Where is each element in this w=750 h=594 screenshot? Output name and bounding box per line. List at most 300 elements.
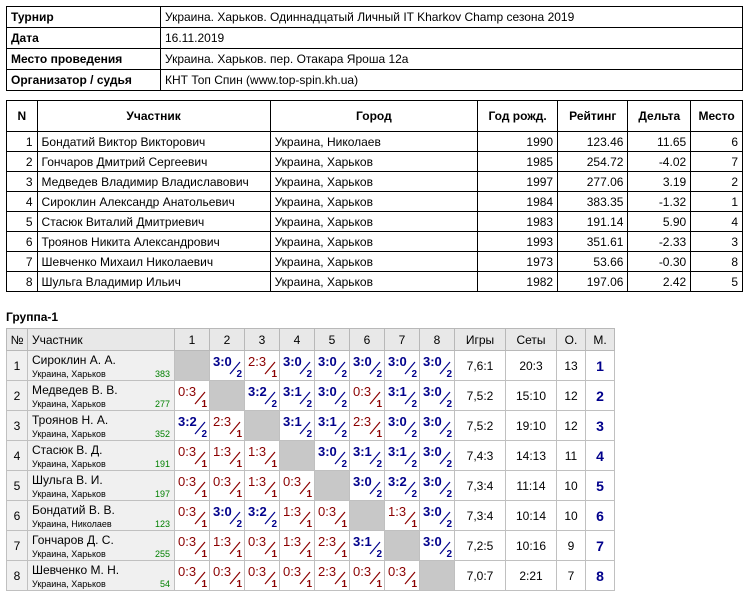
group-player-rating: 123 [154, 519, 170, 529]
info-value: Украина. Харьков. пер. Отакара Яроша 12а [161, 49, 743, 70]
match-score: 1:3 [388, 504, 407, 519]
match-points: 1 [271, 579, 277, 590]
match-points: 1 [341, 519, 347, 530]
match-points: 2 [306, 369, 312, 380]
participant-cell: Украина, Харьков [270, 212, 478, 232]
participant-cell: 11.65 [628, 132, 691, 152]
participant-row [7, 252, 743, 272]
group-player-city: Украина, Николаев [32, 519, 112, 529]
match-score: 3:0 [423, 384, 442, 399]
group-header-col: 8 [420, 329, 455, 351]
participant-cell: Сироклин Александр Анатольевич [37, 192, 270, 212]
participant-cell: 7 [691, 152, 743, 172]
match-result-cell [350, 441, 385, 471]
match-points: 1 [271, 489, 277, 500]
group-place: 8 [586, 561, 615, 591]
participant-cell: 7 [7, 252, 38, 272]
match-result-cell [280, 471, 315, 501]
match-points: 1 [201, 519, 207, 530]
group-row-number: 7 [7, 531, 28, 561]
group-player-city: Украина, Харьков [32, 549, 106, 559]
group-place: 5 [586, 471, 615, 501]
match-points: 2 [271, 519, 277, 530]
match-score: 0:3 [388, 564, 407, 579]
group-player [28, 501, 175, 531]
match-score: 1:3 [248, 444, 267, 459]
match-score: 3:0 [318, 354, 337, 369]
group-row-number: 4 [7, 441, 28, 471]
group-row [7, 441, 615, 471]
match-score: 0:3 [178, 384, 197, 399]
match-result-cell [175, 561, 210, 591]
match-result-cell [210, 531, 245, 561]
match-points: 1 [201, 459, 207, 470]
group-player-name: Стасюк В. Д. [32, 443, 103, 457]
group-row [7, 381, 615, 411]
match-points: 1 [201, 549, 207, 560]
participant-cell: Бондатий Виктор Викторович [37, 132, 270, 152]
group-player-name: Гончаров Д. С. [32, 533, 114, 547]
group-row-number: 6 [7, 501, 28, 531]
group-games: 7,0:7 [455, 561, 506, 591]
info-row [7, 70, 743, 91]
info-row [7, 49, 743, 70]
group-header-n: № [7, 329, 28, 351]
match-score: 3:0 [423, 504, 442, 519]
group-points: 7 [557, 561, 586, 591]
match-points: 1 [271, 459, 277, 470]
match-result-cell [245, 501, 280, 531]
participant-cell: 1 [7, 132, 38, 152]
group-sets: 20:3 [506, 351, 557, 381]
match-points: 1 [306, 549, 312, 560]
match-points: 1 [201, 489, 207, 500]
info-label: Турнир [7, 7, 161, 28]
info-row [7, 28, 743, 49]
group-player-city: Украина, Харьков [32, 489, 106, 499]
match-result-cell [175, 411, 210, 441]
match-score: 3:2 [178, 414, 197, 429]
participants-header: Город [270, 101, 478, 132]
match-result-cell [280, 501, 315, 531]
match-result-cell [420, 381, 455, 411]
group-row-number: 1 [7, 351, 28, 381]
info-value: 16.11.2019 [161, 28, 743, 49]
self-match-cell [385, 531, 420, 561]
match-score: 3:0 [388, 354, 407, 369]
match-result-cell [420, 471, 455, 501]
group-games: 7,3:4 [455, 471, 506, 501]
participant-row [7, 132, 743, 152]
info-value: Украина. Харьков. Одиннадцатый Личный IT Kharkov Champ сезона 2019 [161, 7, 743, 28]
match-points: 1 [306, 489, 312, 500]
participant-cell: 3.19 [628, 172, 691, 192]
group-row [7, 561, 615, 591]
match-score: 0:3 [178, 564, 197, 579]
match-score: 2:3 [213, 414, 232, 429]
match-score: 3:0 [318, 384, 337, 399]
match-score: 3:0 [353, 354, 372, 369]
participant-cell: -4.02 [628, 152, 691, 172]
group-title: Группа-1 [6, 310, 59, 324]
match-score: 3:2 [388, 474, 407, 489]
match-result-cell [175, 471, 210, 501]
participant-cell: 123.46 [558, 132, 628, 152]
match-result-cell [385, 411, 420, 441]
group-player [28, 471, 175, 501]
group-header-col: 5 [315, 329, 350, 351]
group-player-rating: 54 [159, 579, 170, 589]
self-match-cell [280, 441, 315, 471]
match-score: 3:1 [283, 414, 302, 429]
group-player [28, 351, 175, 381]
group-header-col: 3 [245, 329, 280, 351]
match-score: 3:0 [353, 474, 372, 489]
group-place: 1 [586, 351, 615, 381]
match-points: 1 [236, 549, 242, 560]
group-row [7, 501, 615, 531]
match-score: 3:0 [388, 414, 407, 429]
self-match-cell [175, 351, 210, 381]
participants-header: Рейтинг [558, 101, 628, 132]
participant-row [7, 172, 743, 192]
match-points: 1 [341, 579, 347, 590]
participant-cell: 277.06 [558, 172, 628, 192]
group-row-number: 8 [7, 561, 28, 591]
group-header-col: 6 [350, 329, 385, 351]
participant-cell: 1990 [478, 132, 558, 152]
match-score: 0:3 [178, 444, 197, 459]
group-player-name: Шульга В. И. [32, 473, 103, 487]
group-player [28, 411, 175, 441]
participant-cell: 197.06 [558, 272, 628, 292]
participant-cell: 1982 [478, 272, 558, 292]
match-result-cell [210, 471, 245, 501]
match-result-cell [210, 351, 245, 381]
group-points: 9 [557, 531, 586, 561]
match-result-cell [245, 441, 280, 471]
match-result-cell [350, 561, 385, 591]
participant-cell: Шевченко Михаил Николаевич [37, 252, 270, 272]
match-points: 2 [341, 399, 347, 410]
match-score: 3:1 [353, 534, 372, 549]
group-player [28, 441, 175, 471]
tournament-info-table [6, 6, 743, 91]
match-result-cell [315, 411, 350, 441]
match-result-cell [210, 501, 245, 531]
match-score: 0:3 [248, 564, 267, 579]
match-score: 0:3 [178, 474, 197, 489]
match-result-cell [350, 411, 385, 441]
match-points: 2 [306, 429, 312, 440]
match-result-cell [315, 561, 350, 591]
match-result-cell [210, 411, 245, 441]
participant-cell: Украина, Харьков [270, 252, 478, 272]
participant-cell: Украина, Харьков [270, 192, 478, 212]
group-sets: 10:14 [506, 501, 557, 531]
match-score: 0:3 [283, 564, 302, 579]
group-player-name: Троянов Н. А. [32, 413, 109, 427]
match-result-cell [350, 381, 385, 411]
match-points: 1 [306, 579, 312, 590]
match-score: 0:3 [353, 564, 372, 579]
match-points: 1 [411, 579, 417, 590]
participant-cell: Стасюк Виталий Дмитриевич [37, 212, 270, 232]
match-score: 3:1 [388, 384, 407, 399]
match-score: 0:3 [213, 564, 232, 579]
info-label: Организатор / судья [7, 70, 161, 91]
participant-cell: Украина, Харьков [270, 152, 478, 172]
match-result-cell [385, 471, 420, 501]
match-result-cell [245, 471, 280, 501]
match-score: 0:3 [353, 384, 372, 399]
group-player-rating: 197 [154, 489, 170, 499]
group-player-name: Сироклин А. А. [32, 353, 116, 367]
match-score: 2:3 [248, 354, 267, 369]
group-points: 12 [557, 381, 586, 411]
group-place: 2 [586, 381, 615, 411]
match-result-cell [385, 441, 420, 471]
group-player-city: Украина, Харьков [32, 459, 106, 469]
match-score: 0:3 [248, 534, 267, 549]
participant-cell: 4 [7, 192, 38, 212]
participants-header: Год рожд. [478, 101, 558, 132]
participant-row [7, 152, 743, 172]
group-player-rating: 277 [154, 399, 170, 409]
group-points: 11 [557, 441, 586, 471]
group-row-number: 5 [7, 471, 28, 501]
match-points: 2 [411, 489, 417, 500]
group-player-city: Украина, Харьков [32, 399, 106, 409]
match-result-cell [350, 351, 385, 381]
match-points: 1 [376, 399, 382, 410]
info-label: Дата [7, 28, 161, 49]
participant-cell: 351.61 [558, 232, 628, 252]
participant-cell: 4 [691, 212, 743, 232]
participants-table [6, 100, 743, 292]
match-score: 1:3 [213, 444, 232, 459]
match-result-cell [420, 351, 455, 381]
match-result-cell [245, 561, 280, 591]
participant-cell: 1 [691, 192, 743, 212]
match-score: 3:0 [283, 354, 302, 369]
participant-cell: 1983 [478, 212, 558, 232]
participant-cell: 3 [691, 232, 743, 252]
group-header-m: М. [586, 329, 615, 351]
match-points: 2 [236, 519, 242, 530]
match-points: 2 [446, 489, 452, 500]
participant-cell: 53.66 [558, 252, 628, 272]
match-points: 2 [376, 459, 382, 470]
group-header-col: 1 [175, 329, 210, 351]
group-sets: 2:21 [506, 561, 557, 591]
match-points: 2 [446, 459, 452, 470]
match-result-cell [175, 531, 210, 561]
participant-row [7, 212, 743, 232]
group-player-city: Украина, Харьков [32, 579, 106, 589]
group-place: 4 [586, 441, 615, 471]
participant-cell: Украина, Харьков [270, 232, 478, 252]
match-score: 3:0 [318, 444, 337, 459]
match-points: 2 [376, 549, 382, 560]
group-games: 7,4:3 [455, 441, 506, 471]
match-score: 2:3 [318, 534, 337, 549]
participant-cell: 2 [691, 172, 743, 192]
group-points: 10 [557, 501, 586, 531]
participant-cell: 8 [7, 272, 38, 292]
match-result-cell [350, 471, 385, 501]
match-result-cell [315, 351, 350, 381]
participants-header: Место [691, 101, 743, 132]
participant-cell: 1993 [478, 232, 558, 252]
match-points: 2 [341, 429, 347, 440]
match-points: 2 [271, 399, 277, 410]
match-points: 1 [306, 519, 312, 530]
group-place: 3 [586, 411, 615, 441]
match-result-cell [210, 561, 245, 591]
group-games: 7,2:5 [455, 531, 506, 561]
group-header-col: 2 [210, 329, 245, 351]
group-player-city: Украина, Харьков [32, 369, 106, 379]
group-player-rating: 255 [154, 549, 170, 559]
match-result-cell [210, 441, 245, 471]
participant-cell: 8 [691, 252, 743, 272]
participant-cell: -1.32 [628, 192, 691, 212]
match-score: 3:1 [318, 414, 337, 429]
match-points: 2 [376, 489, 382, 500]
match-points: 2 [446, 429, 452, 440]
participant-cell: 5 [7, 212, 38, 232]
match-points: 2 [446, 369, 452, 380]
participant-cell: 2.42 [628, 272, 691, 292]
participant-cell: 1997 [478, 172, 558, 192]
group-points: 10 [557, 471, 586, 501]
match-score: 0:3 [213, 474, 232, 489]
participants-header: N [7, 101, 38, 132]
group-player-name: Шевченко М. Н. [32, 563, 120, 577]
match-result-cell [420, 411, 455, 441]
match-result-cell [315, 441, 350, 471]
match-points: 2 [341, 369, 347, 380]
participant-cell: -2.33 [628, 232, 691, 252]
match-result-cell [420, 531, 455, 561]
match-result-cell [280, 411, 315, 441]
match-score: 0:3 [178, 534, 197, 549]
self-match-cell [315, 471, 350, 501]
group-header-col: 4 [280, 329, 315, 351]
match-points: 1 [271, 549, 277, 560]
match-result-cell [385, 561, 420, 591]
match-result-cell [385, 381, 420, 411]
group-games: 7,5:2 [455, 381, 506, 411]
match-points: 2 [411, 369, 417, 380]
match-score: 3:0 [423, 354, 442, 369]
participants-header: Дельта [628, 101, 691, 132]
match-points: 2 [411, 459, 417, 470]
group-sets: 15:10 [506, 381, 557, 411]
info-value: КНТ Топ Спин (www.top-spin.kh.ua) [161, 70, 743, 91]
match-score: 3:2 [248, 504, 267, 519]
group-sets: 10:16 [506, 531, 557, 561]
participant-cell: 1984 [478, 192, 558, 212]
match-points: 1 [236, 579, 242, 590]
match-result-cell [420, 441, 455, 471]
match-score: 3:0 [423, 534, 442, 549]
group-header-games: Игры [455, 329, 506, 351]
participant-cell: Украина, Харьков [270, 172, 478, 192]
info-label: Место проведения [7, 49, 161, 70]
self-match-cell [210, 381, 245, 411]
group-player-rating: 352 [154, 429, 170, 439]
match-points: 2 [236, 369, 242, 380]
participants-header: Участник [37, 101, 270, 132]
match-score: 2:3 [353, 414, 372, 429]
match-points: 2 [446, 399, 452, 410]
group-row [7, 471, 615, 501]
participant-cell: Украина, Николаев [270, 132, 478, 152]
participant-cell: 6 [691, 132, 743, 152]
group-player-name: Бондатий В. В. [32, 503, 115, 517]
group-results-table [6, 328, 615, 591]
group-row-number: 2 [7, 381, 28, 411]
group-sets: 14:13 [506, 441, 557, 471]
match-score: 3:0 [423, 444, 442, 459]
match-points: 2 [446, 549, 452, 560]
group-games: 7,6:1 [455, 351, 506, 381]
match-points: 1 [376, 579, 382, 590]
group-games: 7,5:2 [455, 411, 506, 441]
match-score: 3:1 [283, 384, 302, 399]
group-sets: 11:14 [506, 471, 557, 501]
match-result-cell [280, 531, 315, 561]
participant-cell: 1985 [478, 152, 558, 172]
participant-cell: Гончаров Дмитрий Сергеевич [37, 152, 270, 172]
match-score: 1:3 [283, 534, 302, 549]
group-player-name: Медведев В. В. [32, 383, 118, 397]
self-match-cell [350, 501, 385, 531]
match-points: 1 [236, 459, 242, 470]
match-score: 0:3 [283, 474, 302, 489]
participant-cell: 191.14 [558, 212, 628, 232]
match-score: 1:3 [248, 474, 267, 489]
match-score: 3:0 [423, 474, 442, 489]
group-row-number: 3 [7, 411, 28, 441]
participant-row [7, 192, 743, 212]
group-player-rating: 191 [154, 459, 170, 469]
participant-row [7, 232, 743, 252]
match-score: 0:3 [318, 504, 337, 519]
match-score: 1:3 [213, 534, 232, 549]
group-place: 7 [586, 531, 615, 561]
match-score: 3:0 [213, 504, 232, 519]
match-points: 1 [236, 429, 242, 440]
participant-cell: Шульга Владимир Ильич [37, 272, 270, 292]
participant-cell: 383.35 [558, 192, 628, 212]
match-score: 0:3 [178, 504, 197, 519]
match-result-cell [280, 351, 315, 381]
match-points: 2 [446, 519, 452, 530]
match-score: 3:1 [353, 444, 372, 459]
group-games: 7,3:4 [455, 501, 506, 531]
match-score: 1:3 [283, 504, 302, 519]
group-player [28, 531, 175, 561]
participant-row [7, 272, 743, 292]
participant-cell: 254.72 [558, 152, 628, 172]
match-result-cell [245, 531, 280, 561]
match-result-cell [385, 351, 420, 381]
match-points: 2 [411, 429, 417, 440]
participant-cell: 5.90 [628, 212, 691, 232]
